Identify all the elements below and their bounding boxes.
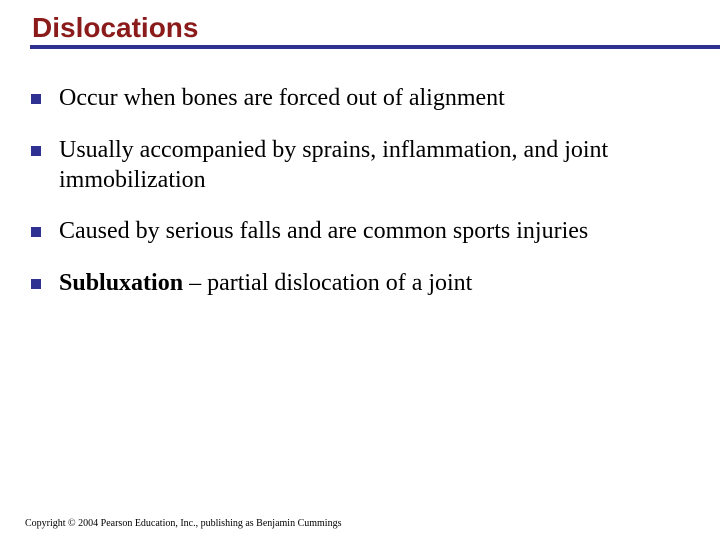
bullet-text: Caused by serious falls and are common sports injuries bbox=[59, 218, 589, 244]
bullet-item bbox=[28, 216, 688, 246]
square-bullet-icon bbox=[31, 146, 41, 156]
square-bullet-icon bbox=[31, 227, 41, 237]
bullet-text: Usually accompanied by sprains, inflammation, and joint immobilization bbox=[59, 137, 609, 193]
bullet-text bbox=[59, 268, 688, 298]
bullet-definition: – partial dislocation of a joint bbox=[183, 270, 473, 296]
bullet-item bbox=[28, 268, 688, 298]
bullet-item bbox=[28, 135, 688, 195]
bullet-term: Subluxation bbox=[59, 270, 184, 296]
square-bullet-icon bbox=[31, 279, 41, 289]
copyright-footer: Copyright © 2004 Pearson Education, Inc., publishing as Benjamin Cummings bbox=[25, 518, 342, 529]
square-bullet-icon bbox=[31, 94, 41, 104]
bullet-item bbox=[28, 83, 688, 113]
slide-title: Dislocations bbox=[32, 12, 199, 43]
bullet-text: Occur when bones are forced out of alignment bbox=[59, 85, 505, 111]
